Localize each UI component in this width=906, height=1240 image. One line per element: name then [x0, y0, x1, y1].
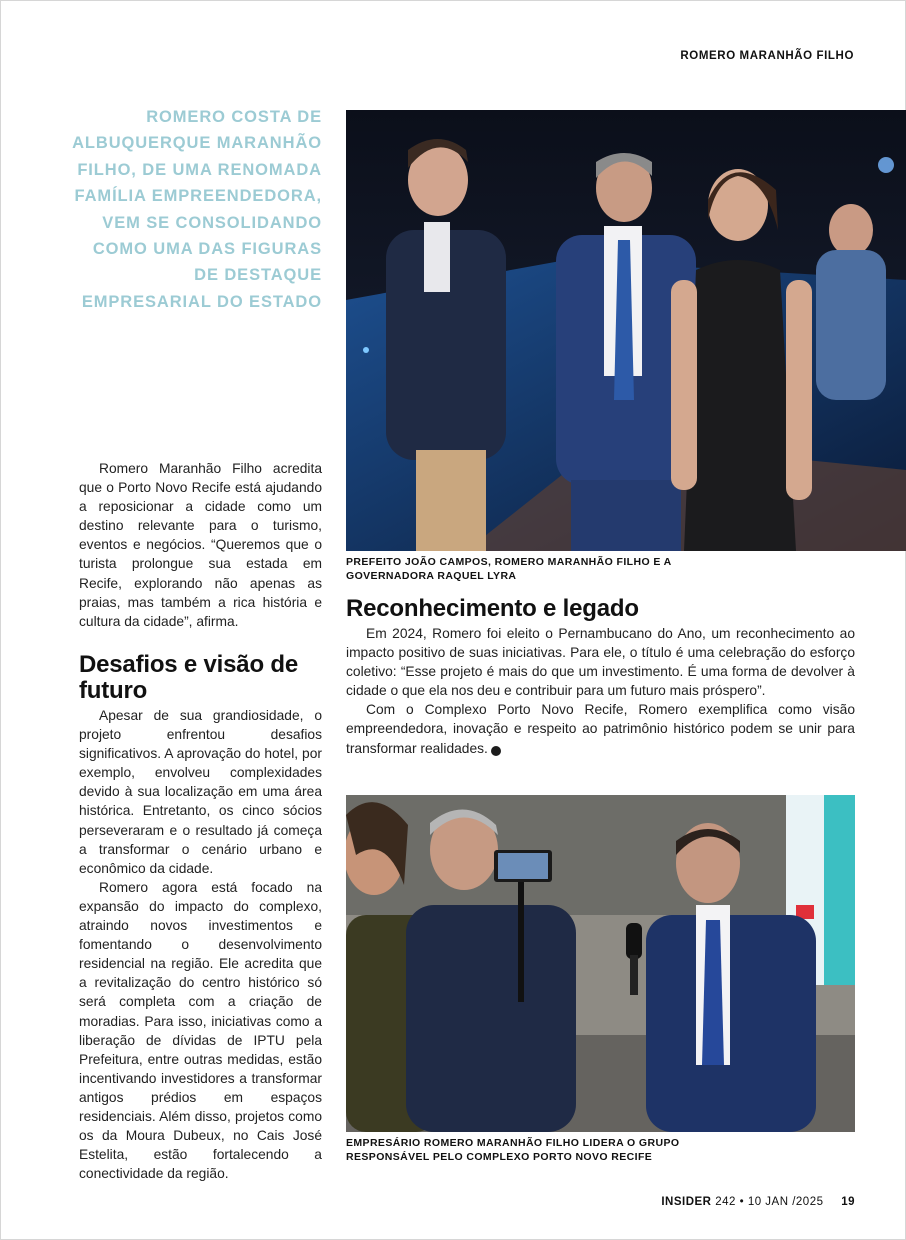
section-challenges-paragraph-2: Romero agora está focado na expansão do impacto do complexo, atraindo novos investimentos e fomentando o desenvolvimento residencial na região. Ele acredita que a revitalização do centro histórico só será completa com a criação de moradias. Para isso, iniciativas como a liberação de dívidas de IPTU pela Prefeitura, entre outras medidas, estão incentivando investidores a transformar antigos prédios em espaços residenciais. Além disso, projetos como os da Moura Dubeux, no Cais José Estelita, estão fortalecendo a conectividade da região.	[79, 879, 322, 1182]
photo-top-caption: PREFEITO JOÃO CAMPOS, ROMERO MARANHÃO FILHO E A GOVERNADORA RAQUEL LYRA	[346, 556, 672, 582]
section-recognition	[346, 596, 855, 758]
issue-number: 242	[715, 1196, 736, 1208]
end-of-article-icon: ✚	[491, 746, 501, 756]
page-number: 19	[841, 1196, 855, 1208]
section-recognition-paragraph-2	[346, 700, 855, 757]
footer-separator: •	[739, 1196, 745, 1208]
issue-date: 10 JAN /2025	[747, 1196, 824, 1208]
section-challenges	[79, 652, 322, 1183]
running-head: ROMERO MARANHÃO FILHO	[680, 50, 854, 62]
photo-bottom-caption: EMPRESÁRIO ROMERO MARANHÃO FILHO LIDERA O GRUPO RESPONSÁVEL PELO COMPLEXO PORTO NOVO RECIFE	[346, 1137, 680, 1163]
photo-officials-walking	[346, 110, 906, 551]
section-challenges-paragraph-1: Apesar de sua grandiosidade, o projeto enfrentou desafios significativos. A aprovação do hotel, por exemplo, envolveu complexidades devido à sua localização em uma área histórica. Entretanto, os cinco sócios perseveraram e o resultado já começa a transformar o cenário urbano e econômico da cidade.	[79, 708, 322, 876]
intro-column	[79, 459, 322, 631]
pull-quote: ROMERO COSTA DE ALBUQUERQUE MARANHÃO FILHO, DE UMA RENOMADA FAMÍLIA EMPREENDEDORA, VEM SE CONSOLIDANDO COMO UMA DAS FIGURAS DE DESTAQUE EMPRESARIAL DO ESTADO	[72, 108, 322, 311]
photo-interview	[346, 795, 855, 1132]
section-challenges-heading: Desafios e visão de futuro	[79, 651, 298, 704]
magazine-name: INSIDER	[661, 1196, 712, 1208]
section-recognition-paragraph-2-text: Com o Complexo Porto Novo Recife, Romero exemplifica como visão empreendedora, inovação e respeito ao patrimônio histórico podem se unir para transformar realidades.	[346, 702, 855, 756]
page-footer	[661, 1196, 855, 1208]
intro-paragraph: Romero Maranhão Filho acredita que o Porto Novo Recife está ajudando a reposicionar a cidade como um destino relevante para o turismo, eventos e negócios. “Queremos que o turista prolongue sua estada em Recife, explorando não apenas as praias, mas também a rica história e cultura da cidade”, afirma.	[79, 461, 322, 629]
section-recognition-heading: Reconhecimento e legado	[346, 595, 639, 622]
section-recognition-paragraph-1: Em 2024, Romero foi eleito o Pernambucano do Ano, um reconhecimento ao impacto positivo de suas iniciativas. Para ele, o título é uma celebração do esforço coletivo: “Esse projeto é mais do que um investimento. É uma forma de devolver à cidade o que ela nos deu e contribuir para um futuro mais próspero”.	[346, 626, 855, 699]
